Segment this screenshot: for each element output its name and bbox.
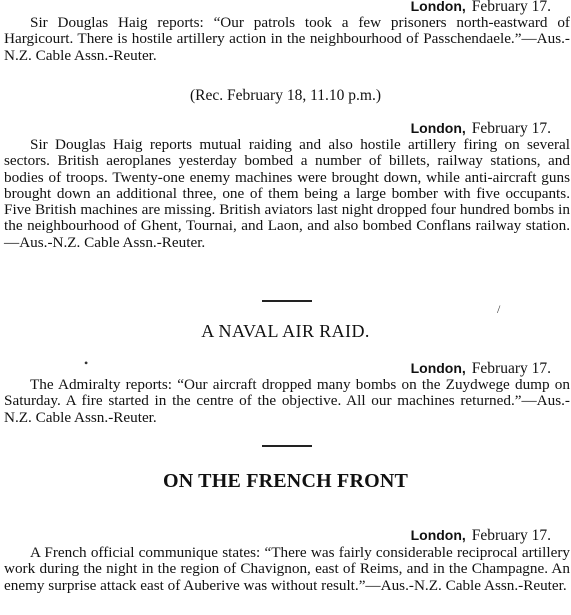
divider-rule <box>262 445 312 447</box>
print-speck: • <box>84 356 89 370</box>
dateline-date: February 17. <box>471 120 551 137</box>
dateline-city: London, <box>410 360 466 376</box>
divider-rule <box>262 300 312 302</box>
dateline-city: London, <box>410 120 466 136</box>
dateline-city: London, <box>410 527 466 543</box>
article-paragraph: The Admiralty reports: “Our aircraft dropped many bombs on the Zuydwege dump on Saturday. A fire started in the centre of the objective. All our machines returned.”—Aus.-N.Z. Cable Assn.-Reuter. <box>4 376 570 426</box>
print-speck: / <box>497 302 501 316</box>
dateline-date: February 17. <box>471 0 551 15</box>
received-line: (Rec. February 18, 11.10 p.m.) <box>190 87 381 104</box>
article-paragraph: A French official communique states: “There was fairly considerable reciprocal artillery work during the night in the region of Chavignon, east of Reims, and in the Champagne. An enemy surprise attack east of Auberive was without result.”—Aus.-N.Z. Cable Assn.-Reuter. <box>4 544 570 594</box>
dateline-city: London, <box>410 0 466 14</box>
dateline-date: February 17. <box>471 527 551 544</box>
article-paragraph: Sir Douglas Haig reports: “Our patrols took a few prisoners north-eastward of Hargicourt. There is hostile artillery action in the neighbourhood of Passchendaele.”—Aus.-N.Z. Cable Assn.-Reuter. <box>4 14 570 64</box>
section-headline: ON THE FRENCH FRONT <box>162 470 409 492</box>
dateline <box>411 527 551 545</box>
dateline-date: February 17. <box>471 360 551 377</box>
article-paragraph: Sir Douglas Haig reports mutual raiding and also hostile artillery firing on several sectors. British aeroplanes yesterday bombed a number of billets, railway stations, and bodies of troops. Twenty-one enemy machines were brought down, while anti-aircraft guns brought down an additional three, one of them being a large bomber with five occupants. Five British machines are missing. British aviators last night dropped four hundred bombs in the neighbourhood of Ghent, Tournai, and Laon, and also bombed Conflans railway station.—Aus.-N.Z. Cable Assn.-Reuter. <box>4 136 570 251</box>
section-headline: A NAVAL AIR RAID. <box>201 321 370 341</box>
